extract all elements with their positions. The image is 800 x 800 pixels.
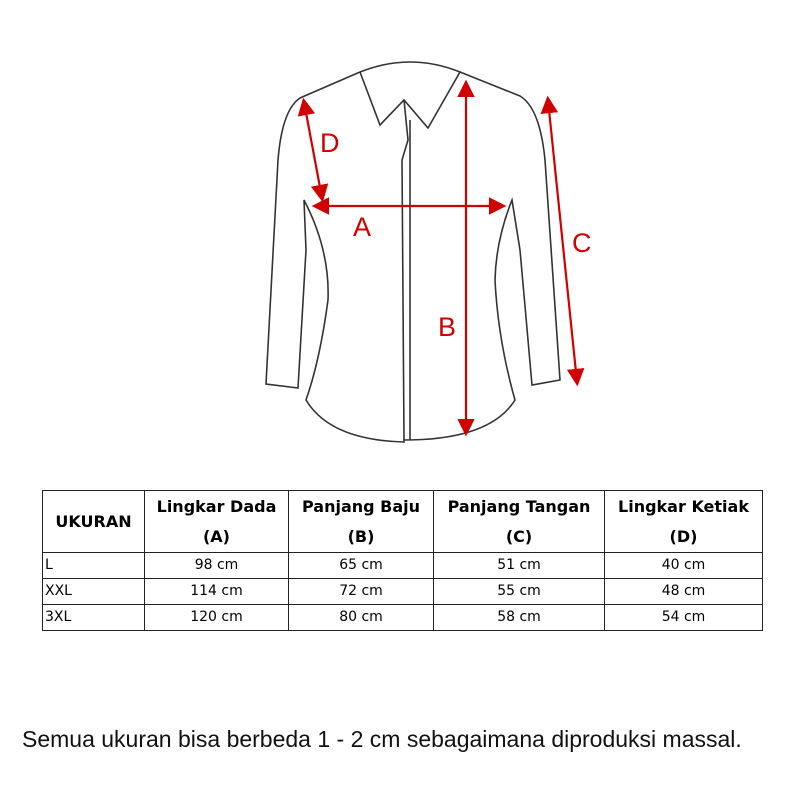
header-lingkar-ketiak: Lingkar Ketiak (D) (605, 491, 763, 553)
cell: 48 cm (605, 579, 763, 605)
label-a: A (353, 212, 372, 242)
cell: 40 cm (605, 553, 763, 579)
cell: 51 cm (434, 553, 605, 579)
header-row (43, 491, 763, 553)
header-ukuran: UKURAN (43, 491, 145, 553)
cell: 3XL (43, 605, 145, 631)
cell: 65 cm (289, 553, 434, 579)
cell: 98 cm (145, 553, 289, 579)
cell: L (43, 553, 145, 579)
header-panjang-baju: Panjang Baju (B) (289, 491, 434, 553)
cell: 80 cm (289, 605, 434, 631)
size-table (42, 490, 763, 631)
table-row (43, 605, 763, 631)
label-b: B (438, 312, 457, 342)
label-c: C (572, 228, 592, 258)
cell: 120 cm (145, 605, 289, 631)
cell: 72 cm (289, 579, 434, 605)
cell: XXL (43, 579, 145, 605)
size-note: Semua ukuran bisa berbeda 1 - 2 cm sebagaimana diproduksi massal. (22, 726, 742, 752)
table-row (43, 553, 763, 579)
cell: 58 cm (434, 605, 605, 631)
table-row (43, 579, 763, 605)
header-panjang-tangan: Panjang Tangan (C) (434, 491, 605, 553)
measure-arrows (304, 84, 577, 432)
cell: 114 cm (145, 579, 289, 605)
label-d: D (320, 128, 340, 158)
shirt-outline (266, 62, 560, 442)
header-lingkar-dada: Lingkar Dada (A) (145, 491, 289, 553)
cell: 54 cm (605, 605, 763, 631)
cell: 55 cm (434, 579, 605, 605)
